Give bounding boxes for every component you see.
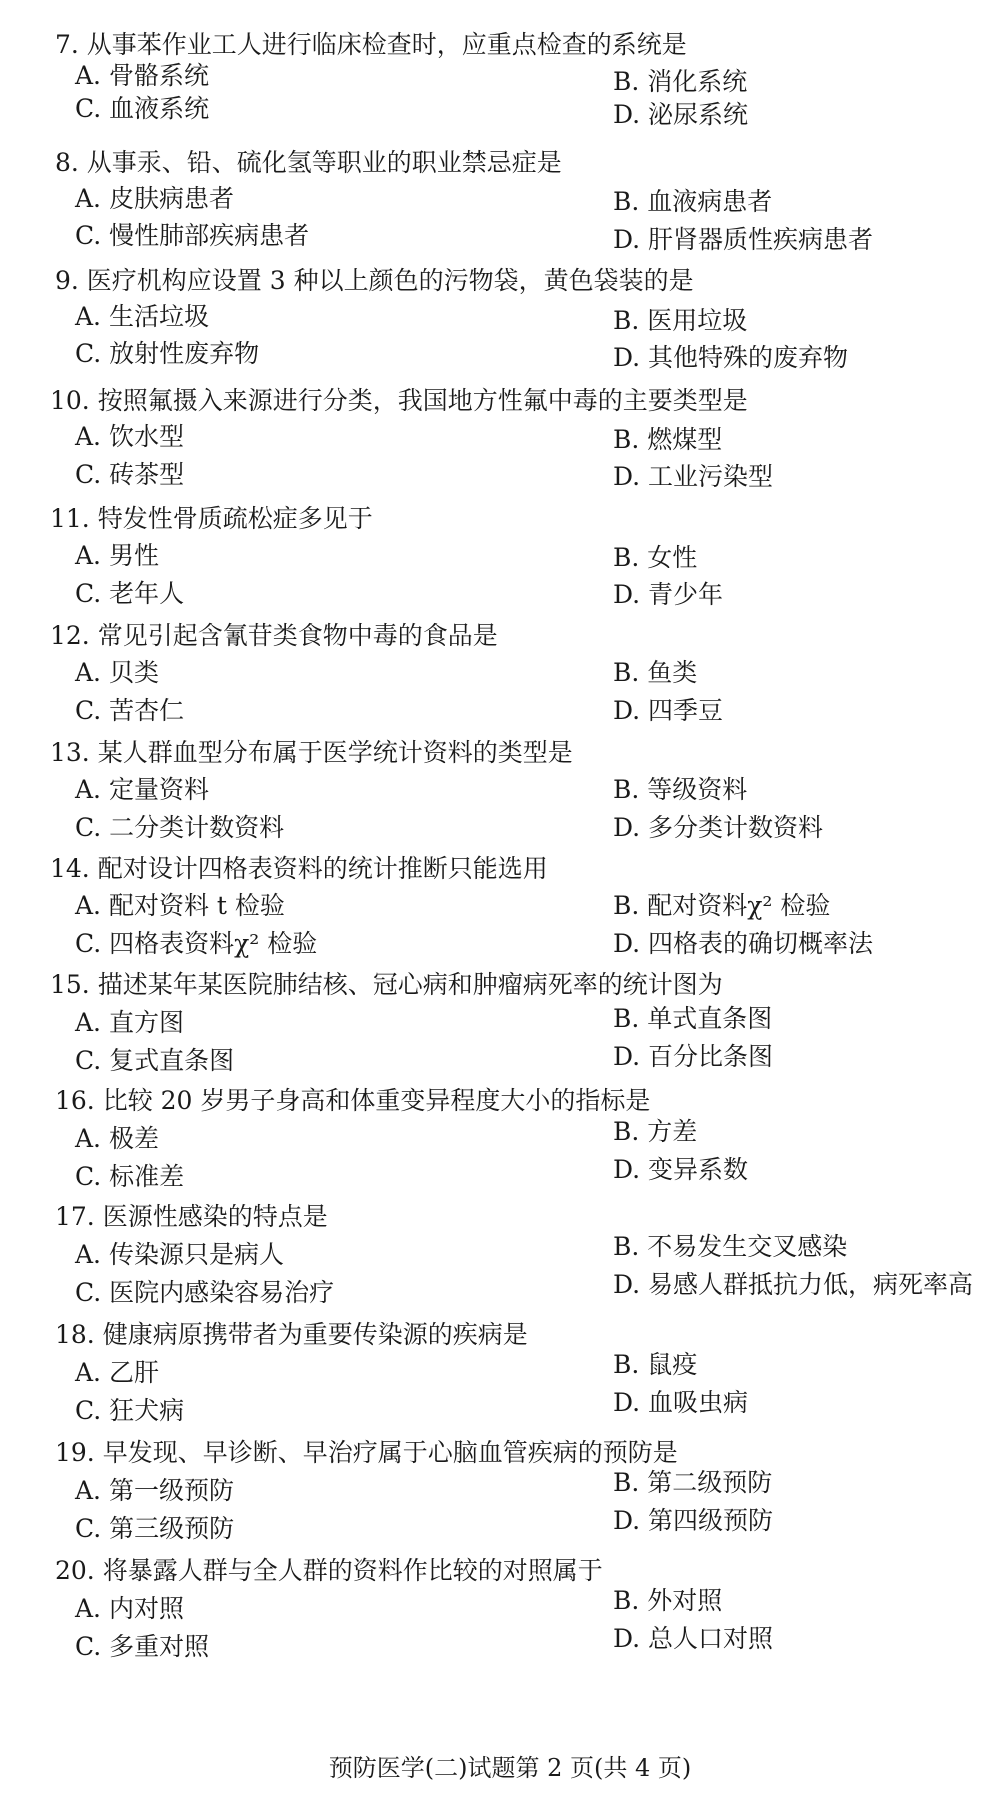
option-b: B. 鼠疫: [613, 1350, 698, 1379]
option-c: C. 砖茶型: [75, 460, 185, 489]
option-b: B. 方差: [613, 1117, 698, 1146]
option-a: A. 配对资料 t 检验: [75, 891, 285, 920]
option-d: D. 变异系数: [613, 1155, 749, 1184]
option-d: D. 泌尿系统: [613, 100, 749, 129]
option-b: B. 燃煤型: [613, 425, 723, 454]
question-stem: 11. 特发性骨质疏松症多见于: [50, 504, 373, 533]
option-c: C. 慢性肺部疾病患者: [75, 221, 310, 250]
option-d: D. 肝肾器质性疾病患者: [613, 225, 874, 254]
question-stem: 16. 比较 20 岁男子身高和体重变异程度大小的指标是: [55, 1086, 651, 1115]
question-stem: 13. 某人群血型分布属于医学统计资料的类型是: [50, 738, 573, 767]
option-c: C. 二分类计数资料: [75, 813, 285, 842]
question-stem: 18. 健康病原携带者为重要传染源的疾病是: [55, 1320, 528, 1349]
question-stem: 9. 医疗机构应设置 3 种以上颜色的污物袋，黄色袋装的是: [55, 266, 694, 295]
option-a: A. 骨骼系统: [75, 61, 209, 90]
option-c: C. 狂犬病: [75, 1396, 185, 1425]
question-stem: 12. 常见引起含氰苷类食物中毒的食品是: [50, 621, 498, 650]
option-c: C. 多重对照: [75, 1632, 210, 1661]
option-a: A. 第一级预防: [75, 1476, 234, 1505]
option-c: C. 放射性废弃物: [75, 339, 260, 368]
option-d: D. 工业污染型: [613, 462, 774, 491]
option-b: B. 消化系统: [613, 67, 748, 96]
option-b: B. 医用垃圾: [613, 306, 748, 335]
option-c: C. 第三级预防: [75, 1514, 235, 1543]
option-a: A. 皮肤病患者: [75, 184, 234, 213]
option-d: D. 第四级预防: [613, 1506, 774, 1535]
option-b: B. 女性: [613, 543, 698, 572]
option-d: D. 四季豆: [613, 696, 724, 725]
question-stem: 7. 从事苯作业工人进行临床检查时，应重点检查的系统是: [55, 30, 687, 59]
question-stem: 8. 从事汞、铅、硫化氢等职业的职业禁忌症是: [55, 148, 562, 177]
option-a: A. 乙肝: [75, 1358, 159, 1387]
option-b: B. 配对资料χ² 检验: [613, 891, 831, 920]
option-c: C. 复式直条图: [75, 1046, 235, 1075]
option-d: D. 四格表的确切概率法: [613, 929, 874, 958]
question-stem: 19. 早发现、早诊断、早治疗属于心脑血管疾病的预防是: [55, 1438, 678, 1467]
option-c: C. 血液系统: [75, 94, 210, 123]
option-a: A. 饮水型: [75, 422, 184, 451]
option-c: C. 老年人: [75, 579, 185, 608]
option-a: A. 极差: [75, 1124, 159, 1153]
option-c: C. 四格表资料χ² 检验: [75, 929, 318, 958]
question-stem: 20. 将暴露人群与全人群的资料作比较的对照属于: [55, 1556, 603, 1585]
option-a: A. 生活垃圾: [75, 302, 209, 331]
question-stem: 14. 配对设计四格表资料的统计推断只能选用: [50, 854, 548, 883]
option-b: B. 单式直条图: [613, 1004, 773, 1033]
page-footer: 预防医学(二)试题第 2 页(共 4 页): [328, 1754, 692, 1782]
option-a: A. 传染源只是病人: [75, 1240, 284, 1269]
option-b: B. 不易发生交叉感染: [613, 1232, 848, 1261]
option-b: B. 等级资料: [613, 775, 748, 804]
option-a: A. 定量资料: [75, 775, 209, 804]
option-c: C. 标准差: [75, 1162, 185, 1191]
option-d: D. 血吸虫病: [613, 1388, 749, 1417]
option-c: C. 苦杏仁: [75, 696, 185, 725]
option-b: B. 外对照: [613, 1586, 723, 1615]
option-d: D. 其他特殊的废弃物: [613, 343, 849, 372]
question-stem: 15. 描述某年某医院肺结核、冠心病和肿瘤病死率的统计图为: [50, 970, 723, 999]
option-d: D. 百分比条图: [613, 1042, 774, 1071]
option-c: C. 医院内感染容易治疗: [75, 1278, 335, 1307]
option-b: B. 第二级预防: [613, 1468, 773, 1497]
option-d: D. 多分类计数资料: [613, 813, 824, 842]
option-a: A. 贝类: [75, 658, 159, 687]
question-stem: 10. 按照氟摄入来源进行分类，我国地方性氟中毒的主要类型是: [50, 386, 748, 415]
question-stem: 17. 医源性感染的特点是: [55, 1202, 328, 1231]
option-a: A. 直方图: [75, 1008, 184, 1037]
option-d: D. 易感人群抵抗力低，病死率高: [613, 1270, 974, 1299]
option-a: A. 内对照: [75, 1594, 184, 1623]
option-b: B. 血液病患者: [613, 187, 773, 216]
option-b: B. 鱼类: [613, 658, 698, 687]
option-d: D. 青少年: [613, 580, 724, 609]
option-d: D. 总人口对照: [613, 1624, 774, 1653]
option-a: A. 男性: [75, 541, 159, 570]
